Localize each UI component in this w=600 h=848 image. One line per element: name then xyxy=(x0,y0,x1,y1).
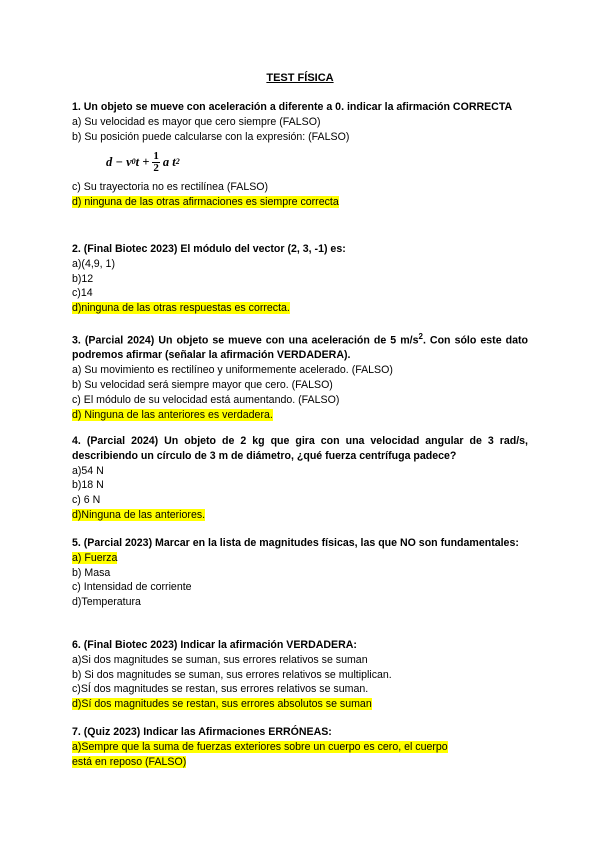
formula-superscript: 2 xyxy=(175,156,180,166)
question-3-option-c: c) El módulo de su velocidad está aumentando. (FALSO) xyxy=(72,393,340,406)
fraction-denominator: 2 xyxy=(153,161,159,174)
question-6-header: 6. (Final Biotec 2023) Indicar la afirmación VERDADERA: xyxy=(72,639,357,651)
question-5-option-d: d)Temperatura xyxy=(72,596,141,609)
question-4 xyxy=(72,434,528,523)
question-3-header-post: . Con sólo este dato podremos afirmar (señalar la afirmación VERDADERA). xyxy=(72,334,528,362)
question-2-header: 2. (Final Biotec 2023) El módulo del vector (2, 3, -1) es: xyxy=(72,243,346,255)
question-3 xyxy=(72,330,528,422)
question-6-option-c: c)SÍ dos magnitudes se restan, sus errores relativos se suman. xyxy=(72,683,369,696)
formula-rest: a t xyxy=(162,154,176,169)
question-6-option-a: a)Si dos magnitudes se suman, sus errores relativos se suman xyxy=(72,653,368,666)
question-2-option-a: a)(4,9, 1) xyxy=(72,257,115,270)
question-5-header: 5. (Parcial 2023) Marcar en la lista de magnitudes físicas, las que NO son fundamentales: xyxy=(72,537,519,549)
formula-fraction xyxy=(152,151,160,174)
question-1-option-b: b) Su posición puede calcularse con la expresión: (FALSO) xyxy=(72,130,350,143)
question-3-option-a: a) Su movimiento es rectilíneo y uniformemente acelerado. (FALSO) xyxy=(72,364,393,377)
position-formula xyxy=(72,144,528,180)
question-3-header-pre: 3. (Parcial 2024) Un objeto se mueve con una aceleración de 5 m/s xyxy=(72,334,419,347)
question-4-option-d: d)Ninguna de las anteriores. xyxy=(72,508,206,521)
question-3-header-sup: 2 xyxy=(418,332,423,341)
question-2 xyxy=(72,242,528,316)
question-7-header: 7. (Quiz 2023) Indicar las Afirmaciones ERRÓNEAS: xyxy=(72,726,332,738)
question-1-header: 1. Un objeto se mueve con aceleración a diferente a 0. indicar la afirmación CORRECTA xyxy=(72,101,513,113)
question-1-option-d: d) ninguna de las otras afirmaciones es siempre correcta xyxy=(72,196,339,209)
question-7-option-a-line1: a)Sempre que la suma de fuerzas exteriores sobre un cuerpo es cero, el cuerpo xyxy=(72,740,448,753)
question-1-option-c: c) Su trayectoria no es rectilínea (FALSO) xyxy=(72,181,269,194)
question-5-option-c: c) Intensidad de corriente xyxy=(72,581,192,594)
fraction-numerator: 1 xyxy=(153,149,159,162)
question-4-option-c: c) 6 N xyxy=(72,494,101,507)
question-6-option-b: b) Si dos magnitudes se suman, sus errores relativos se multiplican. xyxy=(72,668,392,681)
question-5-option-b: b) Masa xyxy=(72,566,111,579)
question-4-option-b: b)18 N xyxy=(72,479,104,492)
question-7 xyxy=(72,725,528,769)
question-3-option-b: b) Su velocidad será siempre mayor que cero. (FALSO) xyxy=(72,378,333,391)
formula-lhs: d xyxy=(106,154,113,169)
question-6 xyxy=(72,638,528,712)
question-3-header xyxy=(72,330,528,363)
question-2-option-d: d)ninguna de las otras respuestas es correcta. xyxy=(72,302,290,315)
question-3-option-d: d) Ninguna de las anteriores es verdadera. xyxy=(72,408,273,421)
question-7-option-a-line2: está en reposo (FALSO) xyxy=(72,755,187,768)
question-2-option-c: c)14 xyxy=(72,287,93,300)
question-5 xyxy=(72,536,528,610)
formula-t: t + xyxy=(135,154,150,169)
question-5-option-a: a) Fuerza xyxy=(72,551,118,564)
question-4-header: 4. (Parcial 2024) Un objeto de 2 kg que gira con una velocidad angular de 3 rad/s, describiendo un círculo de 3 m de diámetro, ¿qué fuerza centrífuga padece? xyxy=(72,435,528,462)
formula-mid: − v xyxy=(115,154,132,169)
document-title: TEST FÍSICA xyxy=(266,72,334,84)
question-2-option-b: b)12 xyxy=(72,272,94,285)
question-6-option-d: d)Sí dos magnitudes se restan, sus errores absolutos se suman xyxy=(72,698,372,711)
question-1-option-a: a) Su velocidad es mayor que cero siempre (FALSO) xyxy=(72,115,321,128)
formula-subscript: 0 xyxy=(131,156,136,166)
question-4-option-a: a)54 N xyxy=(72,464,104,477)
question-1 xyxy=(72,100,528,210)
